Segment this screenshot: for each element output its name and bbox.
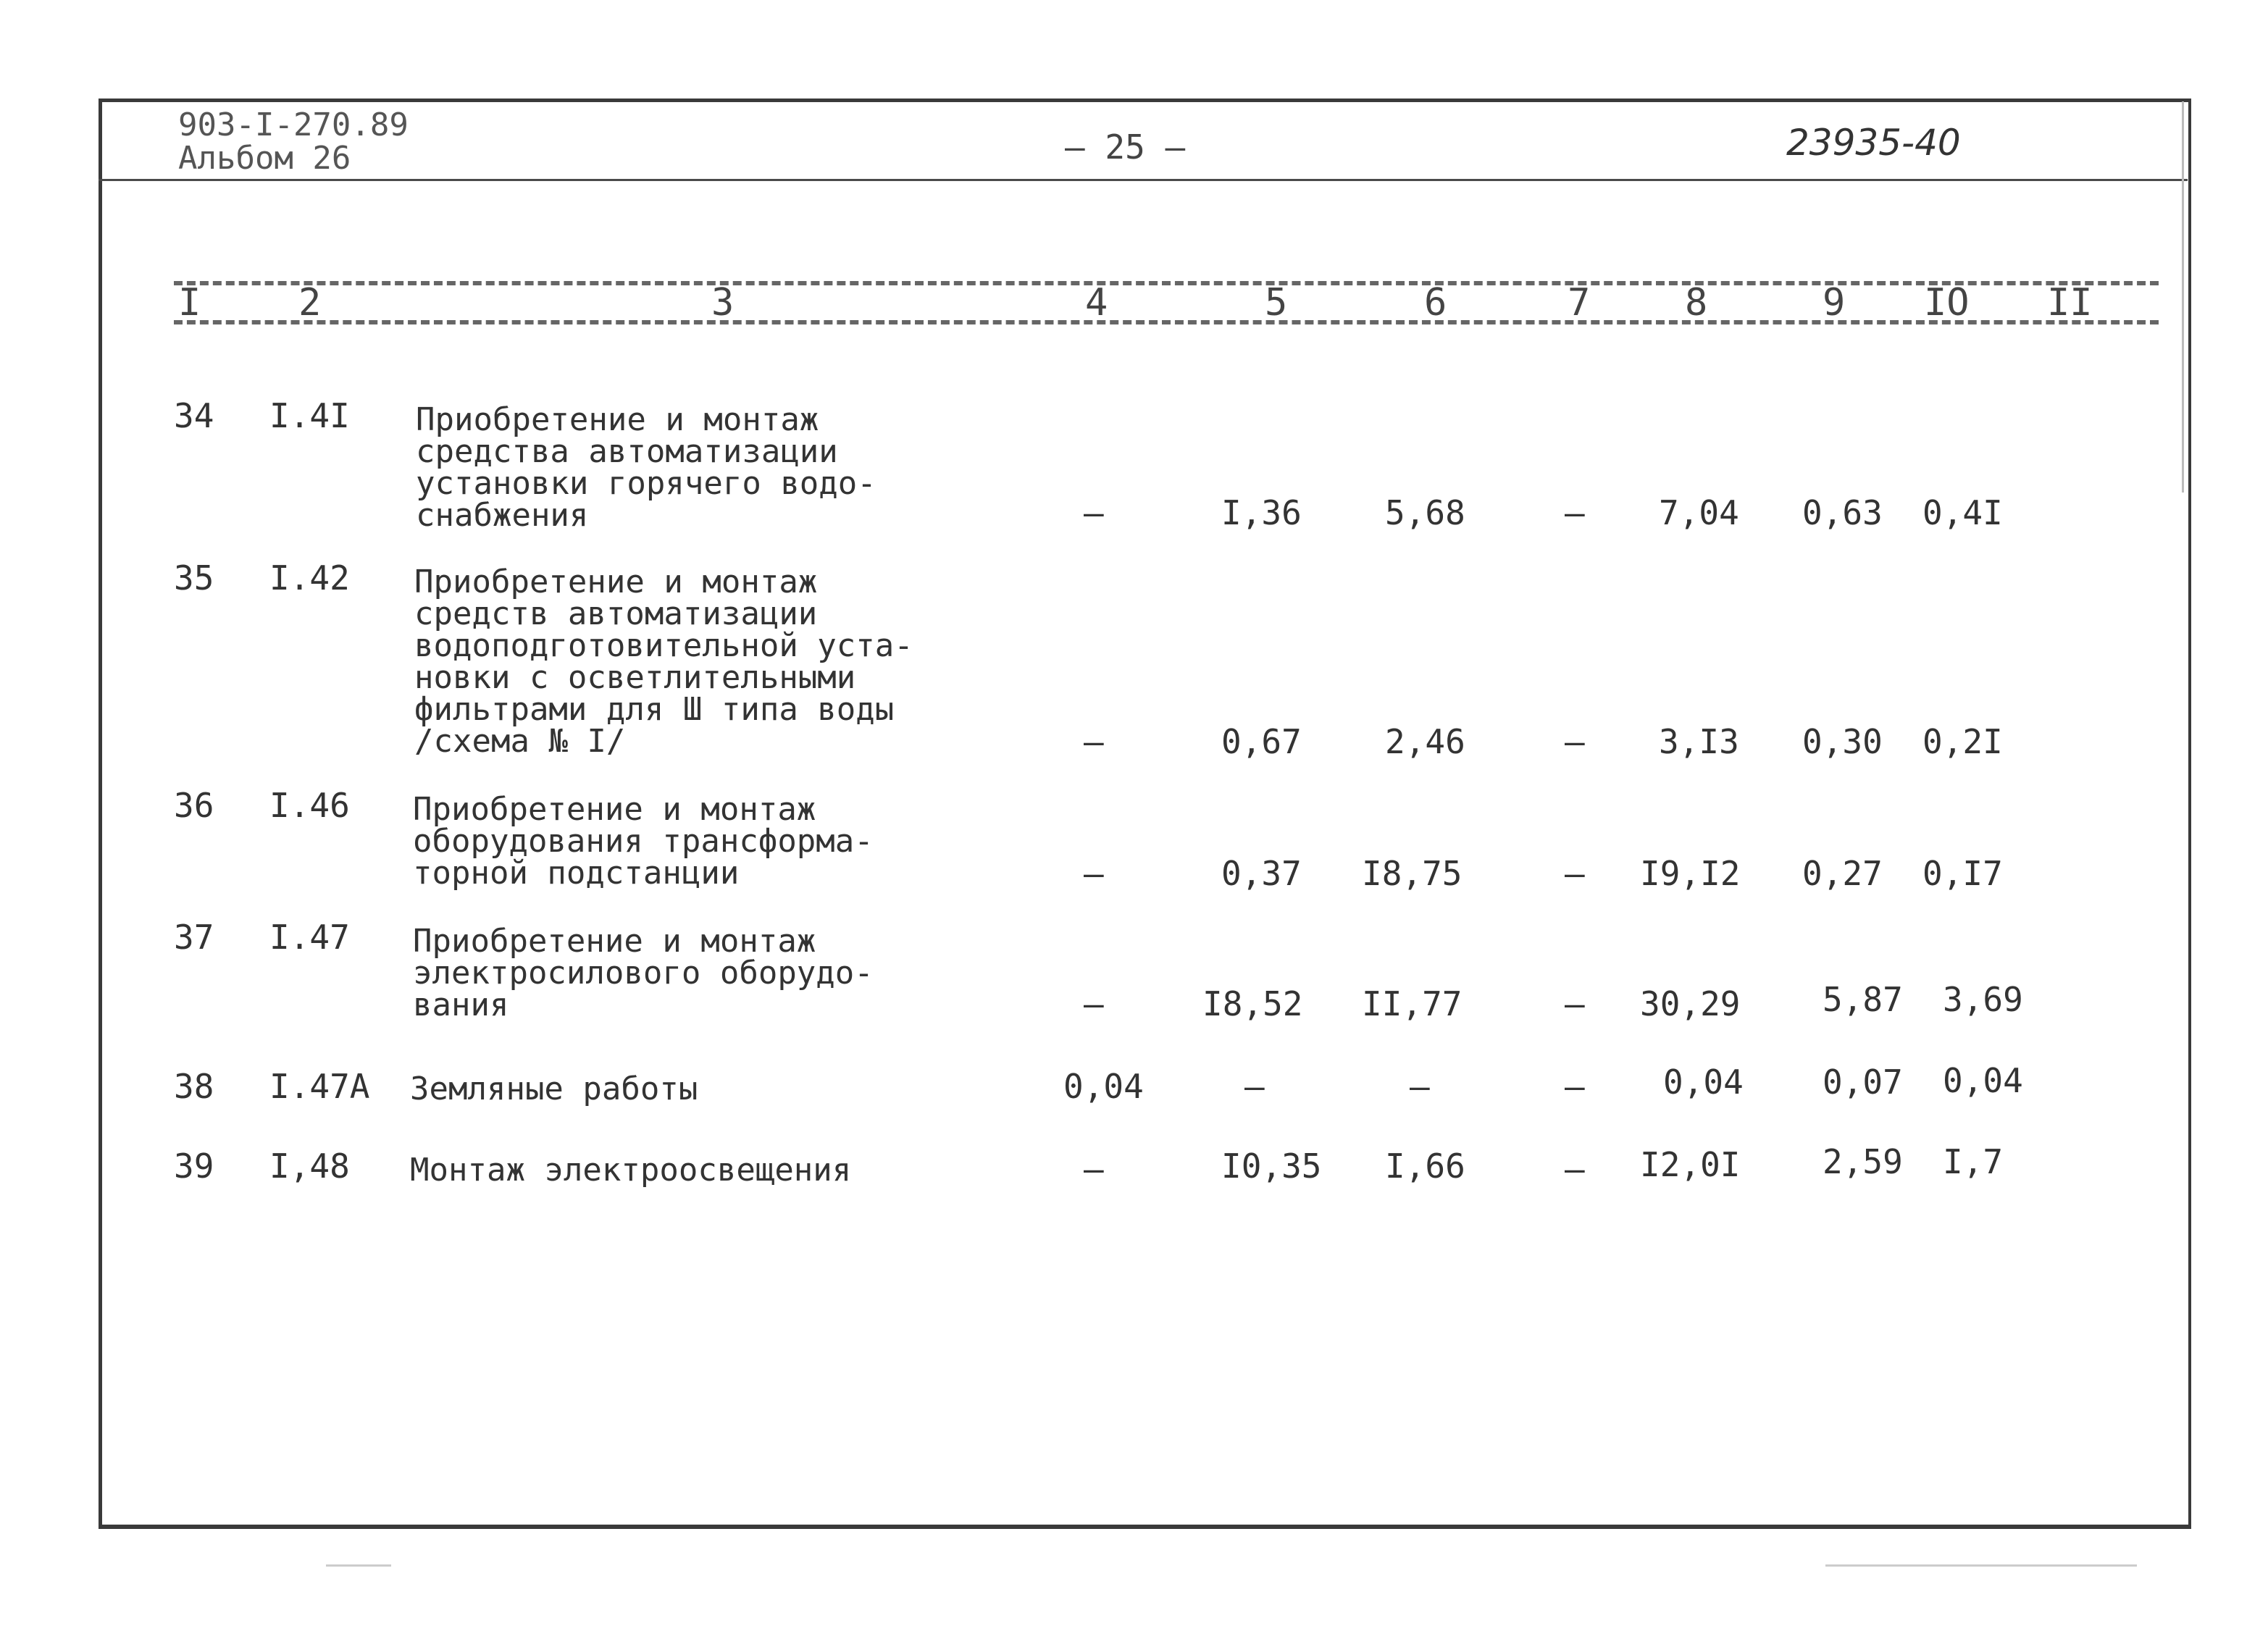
column-number: 7 (1563, 285, 1594, 320)
column-number: II (2043, 285, 2097, 320)
cell-col10: 0,04 (1943, 1061, 2023, 1100)
column-number: 3 (707, 285, 738, 320)
cell-col5: I0,35 (1221, 1147, 1322, 1186)
column-number: 8 (1681, 285, 1712, 320)
row-number: 38 (174, 1067, 214, 1106)
document-number: 23935-40 (1786, 122, 1961, 164)
column-number-header (174, 281, 2159, 324)
cell-col7: – (1565, 984, 1585, 1023)
cell-col5: – (1244, 1067, 1265, 1106)
column-number: 4 (1081, 285, 1112, 320)
row-name: Приобретение и монтаж средств автоматизации водоподготовительной уста- новки с осветлительными фильтрами для Ш типа воды /схема № I/ (414, 563, 913, 760)
cell-col5: 0,37 (1221, 854, 1302, 893)
cell-col6: I8,75 (1362, 854, 1463, 893)
cell-col4: – (1084, 854, 1104, 893)
cell-col7: – (1565, 1067, 1585, 1106)
album-label: Альбом 26 (178, 140, 351, 177)
cell-col8: 7,04 (1659, 493, 1739, 532)
cell-col4: 0,04 (1063, 1067, 1144, 1106)
document-code: 903-I-270.89 (178, 106, 409, 143)
cell-col10: 0,4I (1922, 493, 2003, 532)
cell-col5: I,36 (1221, 493, 1302, 532)
row-code: I.42 (269, 558, 350, 598)
row-name: Приобретение и монтаж электросилового оборудо- вания (413, 923, 874, 1023)
cell-col5: 0,67 (1221, 722, 1302, 761)
cell-col6: I,66 (1385, 1147, 1465, 1186)
row-number: 37 (174, 918, 214, 957)
row-code: I.46 (269, 786, 350, 825)
cell-col8: 3,I3 (1659, 722, 1739, 761)
column-number: 6 (1420, 285, 1451, 320)
cell-col9: 2,59 (1823, 1142, 1903, 1181)
header-divider (99, 179, 2188, 181)
row-name: Монтаж электроосвещения (410, 1152, 852, 1189)
cell-col9: 0,63 (1802, 493, 1883, 532)
cell-col5: I8,52 (1202, 984, 1303, 1023)
cell-col4: – (1084, 984, 1104, 1023)
cell-col8: I2,0I (1640, 1145, 1741, 1184)
column-number: 9 (1818, 285, 1849, 320)
cell-col9: 5,87 (1823, 980, 1903, 1019)
cell-col6: 5,68 (1385, 493, 1465, 532)
cell-col4: – (1084, 1149, 1104, 1189)
cell-col7: – (1565, 1149, 1585, 1189)
cell-col10: 0,I7 (1922, 854, 2003, 893)
cell-col7: – (1565, 722, 1585, 761)
row-code: I,48 (269, 1147, 350, 1186)
row-number: 39 (174, 1147, 214, 1186)
cell-col9: 0,27 (1802, 854, 1883, 893)
frame-edge-mark (2182, 101, 2184, 493)
row-name: Приобретение и монтаж средства автоматизации установки горячего водо- снабжения (416, 401, 876, 534)
row-code: I.4I (269, 396, 350, 435)
cell-col8: 30,29 (1640, 984, 1741, 1023)
footer-mark (326, 1564, 391, 1567)
row-number: 35 (174, 558, 214, 598)
column-number: IO (1920, 285, 1974, 320)
row-code: I.47 (269, 918, 350, 957)
row-number: 36 (174, 786, 214, 825)
column-number: 2 (294, 285, 325, 320)
cell-col4: – (1084, 722, 1104, 761)
cell-col7: – (1565, 854, 1585, 893)
cell-col4: – (1084, 493, 1104, 532)
cell-col9: 0,30 (1802, 722, 1883, 761)
row-number: 34 (174, 396, 214, 435)
cell-col10: 3,69 (1943, 980, 2023, 1019)
cell-col9: 0,07 (1823, 1063, 1903, 1102)
cell-col6: – (1410, 1067, 1430, 1106)
column-number: I (174, 285, 205, 320)
column-number: 5 (1260, 285, 1292, 320)
cell-col6: II,77 (1362, 984, 1463, 1023)
cell-col7: – (1565, 493, 1585, 532)
cell-col8: I9,I2 (1640, 854, 1741, 893)
cell-col8: 0,04 (1663, 1063, 1744, 1102)
footer-mark (1825, 1564, 2137, 1567)
cell-col6: 2,46 (1385, 722, 1465, 761)
row-code: I.47A (269, 1067, 370, 1106)
row-name: Земляные работы (410, 1070, 698, 1107)
cell-col10: 0,2I (1922, 722, 2003, 761)
cell-col10: I,7 (1943, 1142, 2004, 1181)
row-name: Приобретение и монтаж оборудования трансформа- торной подстанции (413, 791, 874, 892)
page-number: – 25 – (1065, 127, 1186, 167)
